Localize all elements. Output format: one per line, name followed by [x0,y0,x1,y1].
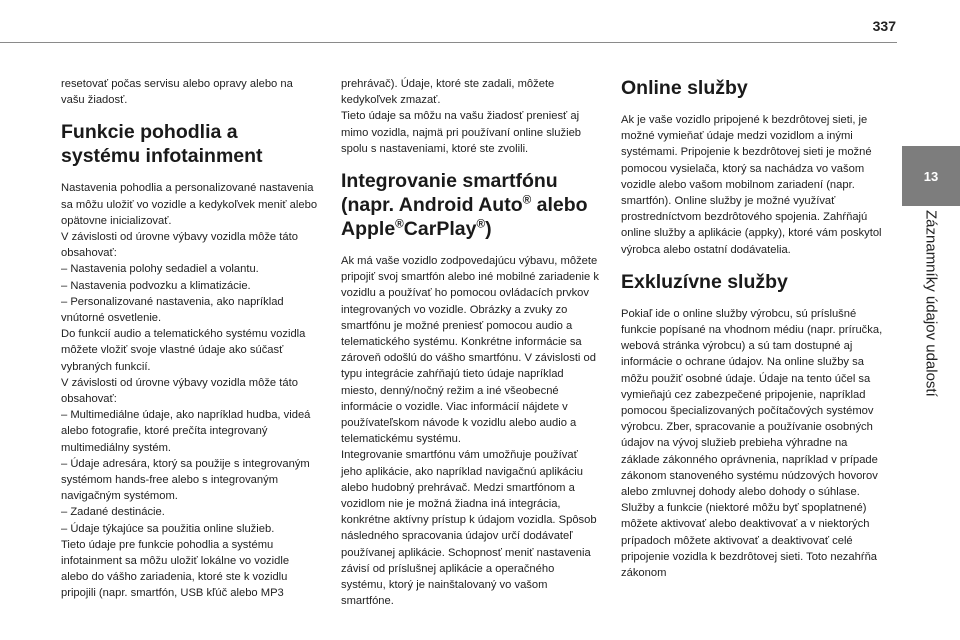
list-item: – Údaje adresára, ktorý sa použije s integrovaným systémom hands-free alebo s integrovaným navigačným systémom. [61,457,310,503]
paragraph: Nastavenia pohodlia a personalizované nastavenia sa môžu uložiť vo vozidle a kedykoľvek meniť alebo opätovne inicializovať. [61,182,318,227]
chapter-title-strip [902,210,960,440]
heading-text: ) [485,218,492,241]
chapter-tab[interactable] [902,146,960,206]
section-heading-smartphone-integration [341,169,601,241]
header-divider [0,42,897,43]
chapter-title: Záznamníky údajov udalostí [922,210,940,397]
list-item: – Nastavenia polohy sedadiel a volantu. [61,263,259,276]
paragraph: Služby a funkcie (niektoré môžu byť spoplatnené) môžete aktivovať alebo deaktivovať a v niektorých prípadoch môžete aktivovať a deaktivovať celé pripojenie vozidla k bezdrôtovej sieti. Toto nezahŕňa zákonom [621,502,878,580]
registered-mark: ® [395,217,404,231]
registered-mark: ® [522,193,532,207]
paragraph: Do funkcií audio a telematického systému vozidla môžete vložiť svoje vlastné údaje ako súčasť vybraných funkcií. [61,328,306,373]
paragraph: prehrávač). Údaje, ktoré ste zadali, môžete kedykoľvek zmazať. [341,78,555,107]
page-number: 337 [872,18,896,34]
paragraph: Tieto údaje pre funkcie pohodlia a systému infotainment sa môžu uložiť lokálne vo vozidle alebo do vášho zariadenia, ktoré ste k vozidlu pripojili (napr. smartfón, USB kľúč alebo MP3 [61,538,290,600]
paragraph: V závislosti od úrovne výbavy vozidla môže táto obsahovať: [61,376,298,406]
list-item: – Personalizované nastavenia, ako napríklad vnútorné osvetlenie. [61,295,284,325]
paragraph: Pokiaľ ide o online služby výrobcu, sú príslušné funkcie popísané na vhodnom médiu (napr. príručka, webová stránka výrobcu) a sú tam dostupné aj informácie o ochrane údajov. Na online služby sa môžu použiť osobné údaje. Údaje na tento účel sa vymieňajú cez zabezpečené pripojenie, napríklad pomocou špecializovaných počítačových systémov výrobcu. Zber, spracovanie a používanie osobných údajov na vývoj služieb prebieha výhradne na základe zákonného oprávnenia, napríklad v prípade zákonom stanoveného systému núdzových hovorov alebo zmluvnej dohody alebo dohody o súhlase. [621,307,883,499]
registered-mark: ® [476,217,486,231]
chapter-number: 13 [923,168,939,184]
list-item: – Multimediálne údaje, ako napríklad hudba, videá alebo fotografie, ktoré prečíta integrovaný multimediálny systém. [61,409,311,454]
list-item: – Údaje týkajúce sa použitia online služieb. [61,522,275,535]
text-column-2 [341,76,601,609]
heading-text: alebo Apple [341,194,588,241]
section-heading-comfort-infotainment: Funkcie pohodlia a systému infotainment [61,121,263,168]
text-column-3 [621,76,883,581]
paragraph: Tieto údaje sa môžu na vašu žiadosť preniesť aj mimo vozidla, najmä pri používaní online služieb spolu s nastaveniami, ktoré ste zvolili. [341,110,582,155]
heading-text: CarPlay [403,218,477,241]
paragraph: V závislosti od úrovne výbavy vozidla môže táto obsahovať: [61,231,298,260]
paragraph: resetovať počas servisu alebo opravy alebo na vašu žiadosť. [61,78,293,107]
paragraph: Integrovanie smartfónu vám umožňuje používať jeho aplikácie, ako napríklad navigačnú aplikáciu alebo hudobný prehrávač. Medzi smartfónom a vozidlom nie je možná žiadna iná integrácia, konkrétne aktívny prístup k údajom vozidla. Spôsob následného spracovania údajov určí dodávateľ používanej aplikácie. Schopnosť meniť nastavenia závisí od príslušnej aplikácie a operačného systému, ktorý je nainštalovaný vo vašom smartfóne. [341,449,597,608]
paragraph: Ak je vaše vozidlo pripojené k bezdrôtovej sieti, je možné vymieňať údaje medzi vozidlom a inými systémami. Pripojenie k bezdrôtovej sieti je možné pomocou vysielača, ktorý sa nachádza vo vašom vozidle alebo vašom mobilnom zariadení (napr. smartfón). Online služby je možné využívať prostredníctvom bezdrôtového spojenia. Zahŕňajú online služby a aplikácie (appky), ktoré vám poskytol výrobca alebo ostatní dodávatelia. [621,114,882,256]
list-item: – Zadané destinácie. [61,506,165,519]
heading-text: Integrovanie smartfónu (napr. Android Auto [341,170,558,217]
list-item: – Nastavenia podvozku a klimatizácie. [61,279,251,292]
section-heading-online-services: Online služby [621,77,748,99]
text-column-1 [61,76,319,602]
section-heading-exclusive-services: Exkluzívne služby [621,270,788,293]
paragraph: Ak má vaše vozidlo zodpovedajúcu výbavu, môžete pripojiť svoj smartfón alebo iné mobilné zariadenie k vozidlu a používať ho pomocou ovládacích prvkov integrovaných vo vozidle. Obrázky a zvuky zo smartfónu je možné preniesť pomocou audio a telematického systému. Konkrétne informácie sa zároveň odošlú do vášho smartfónu. V závislosti od typu integrácie zahŕňajú tieto údaje napríklad miesto, denný/nočný režim a iné všeobecné informácie o vozidle. Viac informácií nájdete v používateľskom návode k vozidlu alebo audio a telematickému systému. [341,255,599,446]
